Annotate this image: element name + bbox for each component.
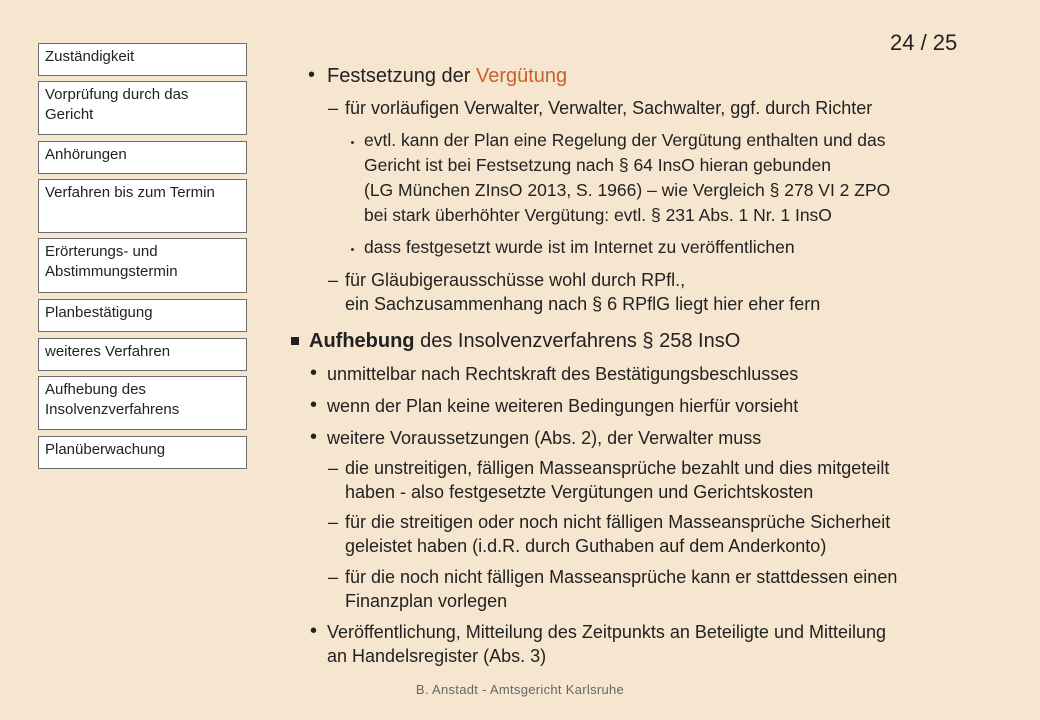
dash-marker: –: [328, 458, 339, 478]
sidebar-item-planueberwachung[interactable]: Planüberwachung: [38, 436, 247, 469]
point-line: (LG München ZInsO 2013, S. 1966) – wie Vergleich § 278 VI 2 ZPO: [364, 180, 891, 200]
bullet-marker: •: [310, 620, 318, 642]
bullet-text: an Handelsregister (Abs. 3): [327, 646, 547, 666]
bullet-marker: •: [310, 426, 318, 448]
sidebar-item-verfahren-bis-termin[interactable]: Verfahren bis zum Termin: [38, 179, 247, 233]
sub-item-text: haben - also festgesetzte Vergütungen und Gerichtskosten: [345, 482, 814, 502]
footer-author: B. Anstadt - Amtsgericht Karlsruhe: [415, 682, 625, 697]
sidebar-item-aufhebung[interactable]: Aufhebung des Insolvenzverfahrens: [38, 376, 247, 430]
bullet-text: unmittelbar nach Rechtskraft des Bestätigungsbeschlusses: [327, 364, 799, 384]
sub-item-text: für Gläubigerausschüsse wohl durch RPfl.,: [345, 270, 686, 290]
bullet-text: weitere Voraussetzungen (Abs. 2), der Verwalter muss: [327, 428, 762, 448]
bullet-marker: •: [310, 362, 318, 384]
sub-item-text: für die noch nicht fälligen Masseansprüche kann er stattdessen einen: [345, 567, 898, 587]
bullet-marker: •: [310, 394, 318, 416]
dash-marker: –: [328, 567, 339, 587]
sub-item-text: für die streitigen oder noch nicht fälligen Masseansprüche Sicherheit: [345, 512, 891, 532]
bullet-text: wenn der Plan keine weiteren Bedingungen hierfür vorsieht: [327, 396, 799, 416]
sidebar-item-weiteres-verfahren[interactable]: weiteres Verfahren: [38, 338, 247, 371]
title-bold: Aufhebung: [309, 330, 415, 352]
section-title-verguetung: [327, 65, 567, 88]
point-line: bei stark überhöhter Vergütung: evtl. § 231 Abs. 1 Nr. 1 InsO: [364, 205, 832, 225]
point-line: Gericht ist bei Festsetzung nach § 64 InsO hieran gebunden: [364, 155, 831, 175]
bullet-text: Veröffentlichung, Mitteilung des Zeitpunkts an Beteiligte und Mitteilung: [327, 622, 887, 642]
dash-marker: –: [328, 98, 339, 118]
sidebar-item-anhoerungen[interactable]: Anhörungen: [38, 141, 247, 174]
square-bullet-marker: [291, 337, 299, 345]
point-line: dass festgesetzt wurde ist im Internet zu veröffentlichen: [364, 237, 795, 257]
page-number: 24 / 25: [890, 30, 958, 55]
sub-item-text: Finanzplan vorlegen: [345, 591, 508, 611]
title-rest: des Insolvenzverfahrens § 258 InsO: [414, 330, 741, 352]
sidebar-item-vorpruefung[interactable]: Vorprüfung durch das Gericht: [38, 81, 247, 135]
sub-item-text: ein Sachzusammenhang nach § 6 RPflG liegt hier eher fern: [345, 294, 821, 314]
sidebar-item-zustaendigkeit[interactable]: Zuständigkeit: [38, 43, 247, 76]
title-highlight: Vergütung: [475, 65, 568, 87]
sub-item-text: die unstreitigen, fälligen Masseansprüche bezahlt und dies mitgeteilt: [345, 458, 890, 478]
section-title-aufhebung: [309, 330, 740, 353]
small-bullet-marker: [351, 248, 354, 251]
sub-item-text: geleistet haben (i.d.R. durch Guthaben auf dem Anderkonto): [345, 536, 827, 556]
sidebar-item-planbestaetigung[interactable]: Planbestätigung: [38, 299, 247, 332]
bullet-marker: •: [308, 64, 316, 86]
sidebar-item-eroerterungstermin[interactable]: Erörterungs- und Abstimmungstermin: [38, 238, 247, 293]
sub-item-text: für vorläufigen Verwalter, Verwalter, Sachwalter, ggf. durch Richter: [345, 98, 873, 118]
title-prefix: Festsetzung der: [327, 65, 476, 87]
dash-marker: –: [328, 270, 339, 290]
dash-marker: –: [328, 512, 339, 532]
point-line: evtl. kann der Plan eine Regelung der Vergütung enthalten und das: [364, 130, 886, 150]
small-bullet-marker: [351, 141, 354, 144]
